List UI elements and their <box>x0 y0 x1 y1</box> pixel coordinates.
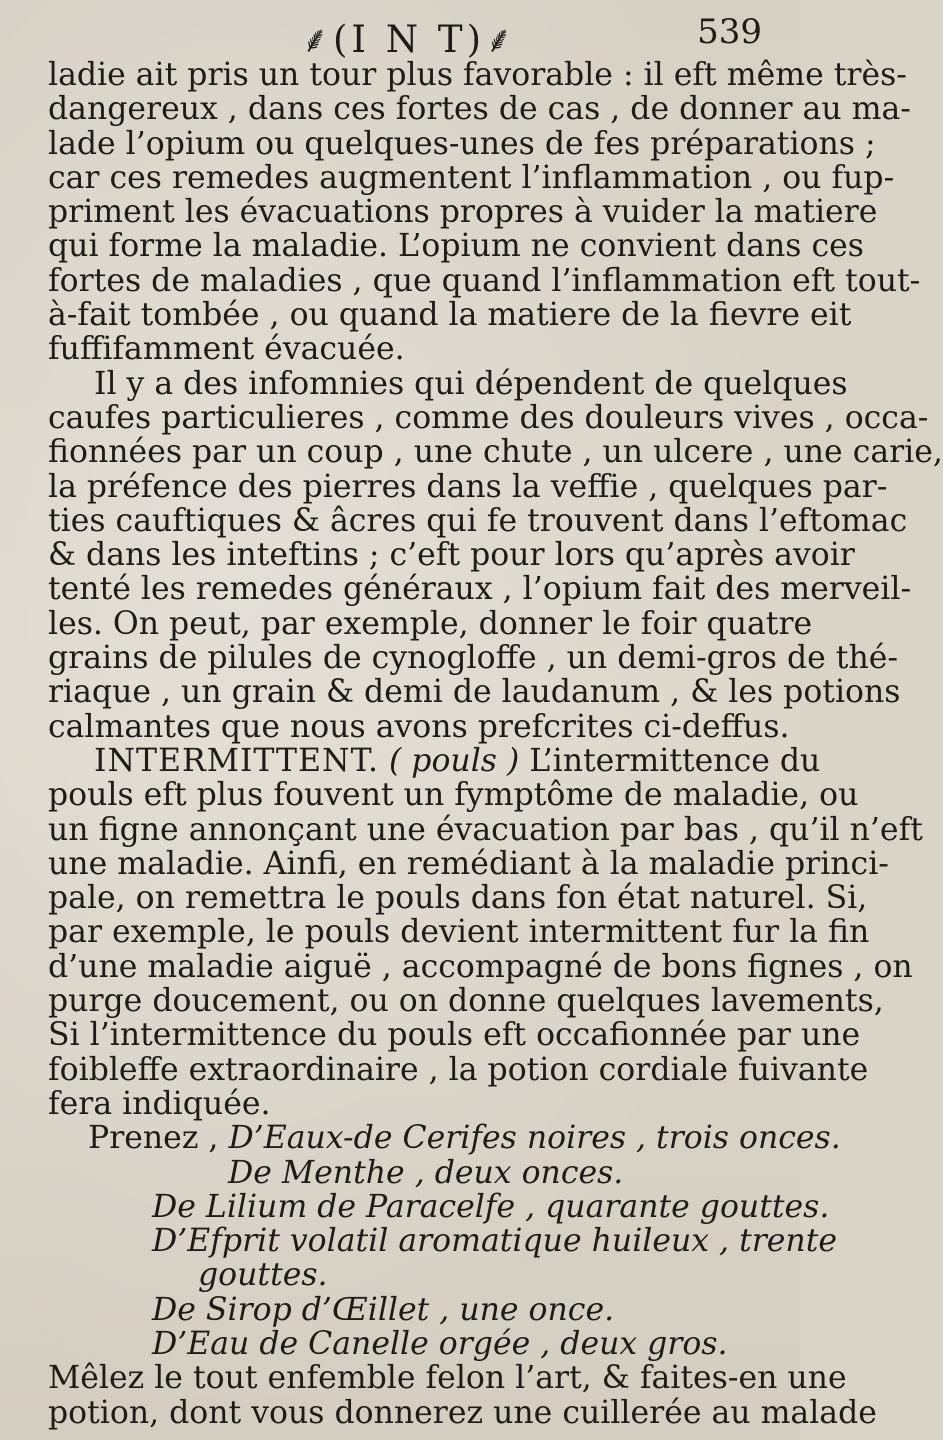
text-line: un figne annonçant une évacuation par bas , qu’il n’eft <box>48 811 923 848</box>
text-line: L’intermittence du <box>529 742 821 779</box>
text-line: purge doucement, ou on donne quelques lavements, <box>48 983 884 1020</box>
text-line: priment les évacuations propres à vuider la matiere <box>48 194 878 231</box>
paragraph-1 <box>48 57 921 368</box>
closing-paragraph <box>48 1360 877 1431</box>
recipe-ingredient: De Lilium de Paracelfe , quarante gouttes. <box>152 1188 830 1225</box>
text-line: lade l’opium ou quelques-unes de fes préparations ; <box>48 125 876 162</box>
text-line: fera indiquée. <box>48 1085 271 1122</box>
recipe-ingredient: gouttes. <box>198 1257 328 1294</box>
text-line: potion, dont vous donnerez une cuillerée au malade <box>48 1394 877 1431</box>
text-line: car ces remedes augmentent l’inflammation , ou fup- <box>48 159 895 196</box>
text-line: pouls eft plus fouvent un fymptôme de maladie, ou <box>48 777 859 814</box>
text-line: fuffifamment évacuée. <box>48 331 405 368</box>
text-line: calmantes que nous avons prefcrites ci-deffus. <box>48 708 790 745</box>
recipe-ingredient: D’Eaux-de Cerifes noires , trois onces. <box>228 1120 841 1157</box>
text-line: Il y a des infomnies qui dépendent de quelques <box>94 365 848 402</box>
recipe-ingredient: D’Efprit volatil aromatique huileux , trente <box>152 1223 838 1260</box>
recipe-ingredient: De Menthe , deux onces. <box>228 1154 624 1191</box>
text-line: pale, on remettra le pouls dans fon état naturel. Si, <box>48 880 868 917</box>
recipe-ingredient: De Sirop d’Œillet , une once. <box>152 1291 615 1328</box>
text-line: ties cauftiques & âcres qui fe trouvent dans l’eftomac <box>48 502 908 539</box>
text-line: & dans les inteftins ; c’eft pour lors qu’après avoir <box>48 537 855 574</box>
text-line: caufes particulieres , comme des douleurs vives , occa- <box>48 399 929 436</box>
entry-heading-note: ( pouls ) <box>389 742 520 779</box>
recipe-intro: Prenez , <box>88 1120 219 1157</box>
text-line: Mêlez le tout enfemble felon l’art, & faites-en une <box>48 1360 847 1397</box>
recipe-ingredient: D’Eau de Canelle orgée , deux gros. <box>152 1325 728 1362</box>
recipe <box>48 1120 841 1362</box>
text-line: d’une maladie aiguë , accompagné de bons fignes , on <box>48 948 913 985</box>
text-line: qui forme la maladie. L’opium ne convient dans ces <box>48 228 864 265</box>
text-line: par exemple, le pouls devient intermittent fur la fin <box>48 914 870 951</box>
text-line: fionnées par un coup , une chute , un ulcere , une carie, <box>48 434 943 471</box>
text-line: à-fait tombée , ou quand la matiere de la fievre eit <box>48 297 852 334</box>
text-line: la préfence des pierres dans la veffie , quelques par- <box>48 468 888 505</box>
text-line: riaque , un grain & demi de laudanum , & les potions <box>48 674 901 711</box>
page-header <box>48 10 770 61</box>
entry-heading: INTERMITTENT. <box>94 742 379 779</box>
text-line: foibleffe extraordinaire , la potion cordiale fuivante <box>48 1051 869 1088</box>
text-line: grains de pilules de cynogloffe , un demi-gros de thé- <box>48 640 899 677</box>
text-line: ladie ait pris un tour plus favorable : il eft même très- <box>48 57 907 93</box>
entry-heading-line <box>48 742 821 779</box>
text-line: les. On peut, par exemple, donner le foir quatre <box>48 605 813 642</box>
paragraph-2 <box>48 365 943 745</box>
text-line: fortes de maladies , que quand l’inflammation eft tout- <box>48 262 921 299</box>
text-line: Si l’intermittence du pouls eft occafionnée par une <box>48 1017 861 1054</box>
running-head: ⸙(I N T)⸙ <box>301 18 517 61</box>
paragraph-intermittent <box>48 742 923 1122</box>
text-line: tenté les remedes généraux , l’opium fait des merveil- <box>48 571 912 608</box>
recipe-first-line <box>48 1120 841 1157</box>
page-number: 539 <box>697 12 762 52</box>
body-text <box>48 57 943 1431</box>
text-line: dangereux , dans ces fortes de cas , de donner au ma- <box>48 91 911 128</box>
text-line: une maladie. Ainfi, en remédiant à la maladie princi- <box>48 845 889 882</box>
